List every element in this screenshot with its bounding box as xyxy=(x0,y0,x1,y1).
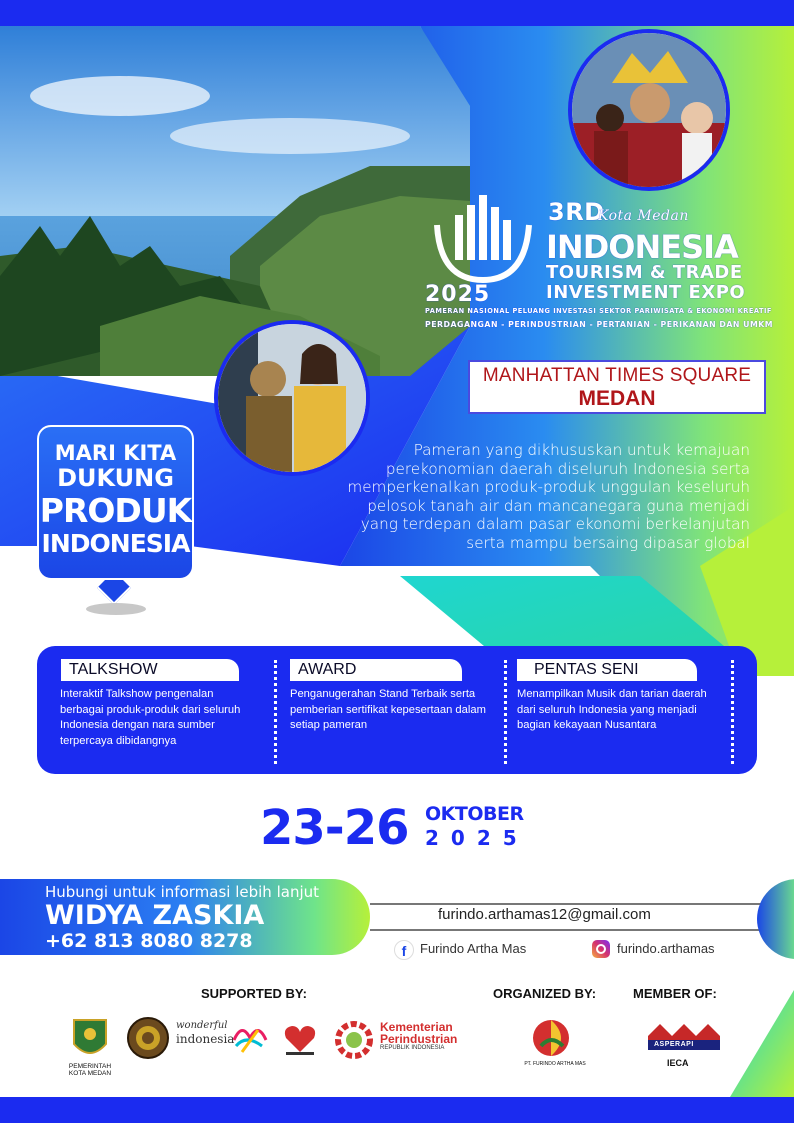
supported-by-label: SUPPORTED BY: xyxy=(201,986,307,1001)
furindo-logo xyxy=(527,1016,575,1060)
wonderful-word: indonesia xyxy=(176,1032,235,1046)
event-date-month: OKTOBER xyxy=(425,803,524,825)
instagram-icon[interactable] xyxy=(592,940,610,958)
highlight-title: AWARD xyxy=(290,659,462,681)
pemkot-medan-label: PEMERINTAH KOTA MEDAN xyxy=(68,1063,112,1077)
pemkot-medan-logo xyxy=(70,1016,110,1062)
event-date-range: 23-26 xyxy=(260,800,409,856)
divider xyxy=(731,660,734,764)
highlight-text: Penganugerahan Stand Terbaik serta pemberian sertifikat kepesertaan dalam setiap pameran xyxy=(290,688,486,731)
slogan-line2: DUKUNG xyxy=(57,464,174,492)
expo-title-line3: INVESTMENT EXPO xyxy=(546,282,746,303)
divider xyxy=(504,660,507,764)
event-date-year: 2025 xyxy=(425,826,529,850)
kemenperin-text xyxy=(380,1021,470,1051)
event-description: Pameran yang dikhususkan untuk kemajuan perekonomian daerah diseluruh Indonesia serta memperkenalkan produk-produk unggulan keseluruh pelosok tanah air dan mancanegara guna menjadi yang terdepan dalam pasar ekonomi berkelanjutan serta mampu bersaing dipasar global xyxy=(347,441,750,552)
kemenperin-line3: REPUBLIK INDONESIA xyxy=(380,1045,445,1051)
asperapi-acronym: ASPERAPI xyxy=(654,1041,694,1048)
furindo-label: PT. FURINDO ARTHA MAS xyxy=(524,1061,586,1067)
government-seal-logo xyxy=(126,1016,170,1060)
bottom-right-accent xyxy=(730,990,794,1097)
contact-hint: Hubungi untuk informasi lebih lanjut xyxy=(45,883,320,901)
ieca-label: IECA xyxy=(667,1058,689,1068)
ekraf-heart-logo xyxy=(280,1018,320,1058)
highlight-title: TALKSHOW xyxy=(61,659,239,681)
venue-city: MEDAN xyxy=(578,387,656,410)
kemenperin-gear-logo xyxy=(332,1018,376,1062)
expo-logo xyxy=(420,180,774,330)
highlight-text: Menampilkan Musik dan tarian daerah dari seluruh Indonesia yang menjadi bagian kekayaan Nusantara xyxy=(517,688,707,731)
bubble-shadow xyxy=(86,603,146,615)
contact-name: WIDYA ZASKIA xyxy=(45,900,265,931)
kemenperin-line1: Kementerian xyxy=(380,1020,453,1034)
member-of-label: MEMBER OF: xyxy=(633,986,717,1001)
cultural-photo-circle xyxy=(568,29,730,191)
highlight-title: PENTAS SENI xyxy=(517,659,697,681)
wonderful-script: wonderful xyxy=(176,1020,228,1031)
highlight-text: Interaktif Talkshow pengenalan berbagai produk-produk dari seluruh Indonesia dengan nara sumber terpercaya dibidangnya xyxy=(60,688,241,747)
hero-landscape-photo xyxy=(0,26,470,376)
divider xyxy=(274,660,277,764)
instagram-handle[interactable]: furindo.arthamas xyxy=(617,941,715,956)
slogan-line1: MARI KITA xyxy=(54,441,177,465)
slogan-line4: INDONESIA xyxy=(41,529,190,558)
facebook-icon[interactable]: f xyxy=(394,940,414,960)
garuda-colorful-icon xyxy=(232,1020,268,1056)
expo-title-line2: TOURISM & TRADE xyxy=(546,262,743,283)
contact-phone[interactable]: +62 813 8080 8278 xyxy=(45,930,253,952)
asperapi-logo xyxy=(636,1016,726,1060)
expo-city-script: Kota Medan xyxy=(598,208,689,224)
expo-logo-mark xyxy=(425,185,535,295)
contact-email[interactable]: furindo.arthamas12@gmail.com xyxy=(438,906,651,923)
venue-box xyxy=(468,360,766,414)
bottom-bar xyxy=(0,1097,794,1123)
expo-sub-line2: PERDAGANGAN - PERINDUSTRIAN - PERTANIAN - PERIKANAN DAN UMKM xyxy=(425,320,774,329)
slogan-line3: PRODUK xyxy=(39,491,192,530)
facebook-handle[interactable]: Furindo Artha Mas xyxy=(420,941,527,956)
organized-by-label: ORGANIZED BY: xyxy=(493,986,597,1001)
expo-title-line1: INDONESIA xyxy=(546,228,738,266)
decorative-circle xyxy=(757,879,794,959)
expo-sub-line1: PAMERAN NASIONAL PELUANG INVESTASI SEKTOR PARIWISATA & EKONOMI KREATIF xyxy=(425,307,772,315)
wonderful-indonesia-logo xyxy=(176,1020,268,1056)
kemenperin-line2: Perindustrian xyxy=(380,1032,458,1046)
highlights-panel xyxy=(37,646,757,774)
venue-name: MANHATTAN TIMES SQUARE xyxy=(482,365,752,386)
expo-ordinal: 3RD xyxy=(548,198,605,226)
expo-year: 2025 xyxy=(425,282,491,307)
top-bar xyxy=(0,0,794,26)
slogan-bubble xyxy=(37,425,194,580)
